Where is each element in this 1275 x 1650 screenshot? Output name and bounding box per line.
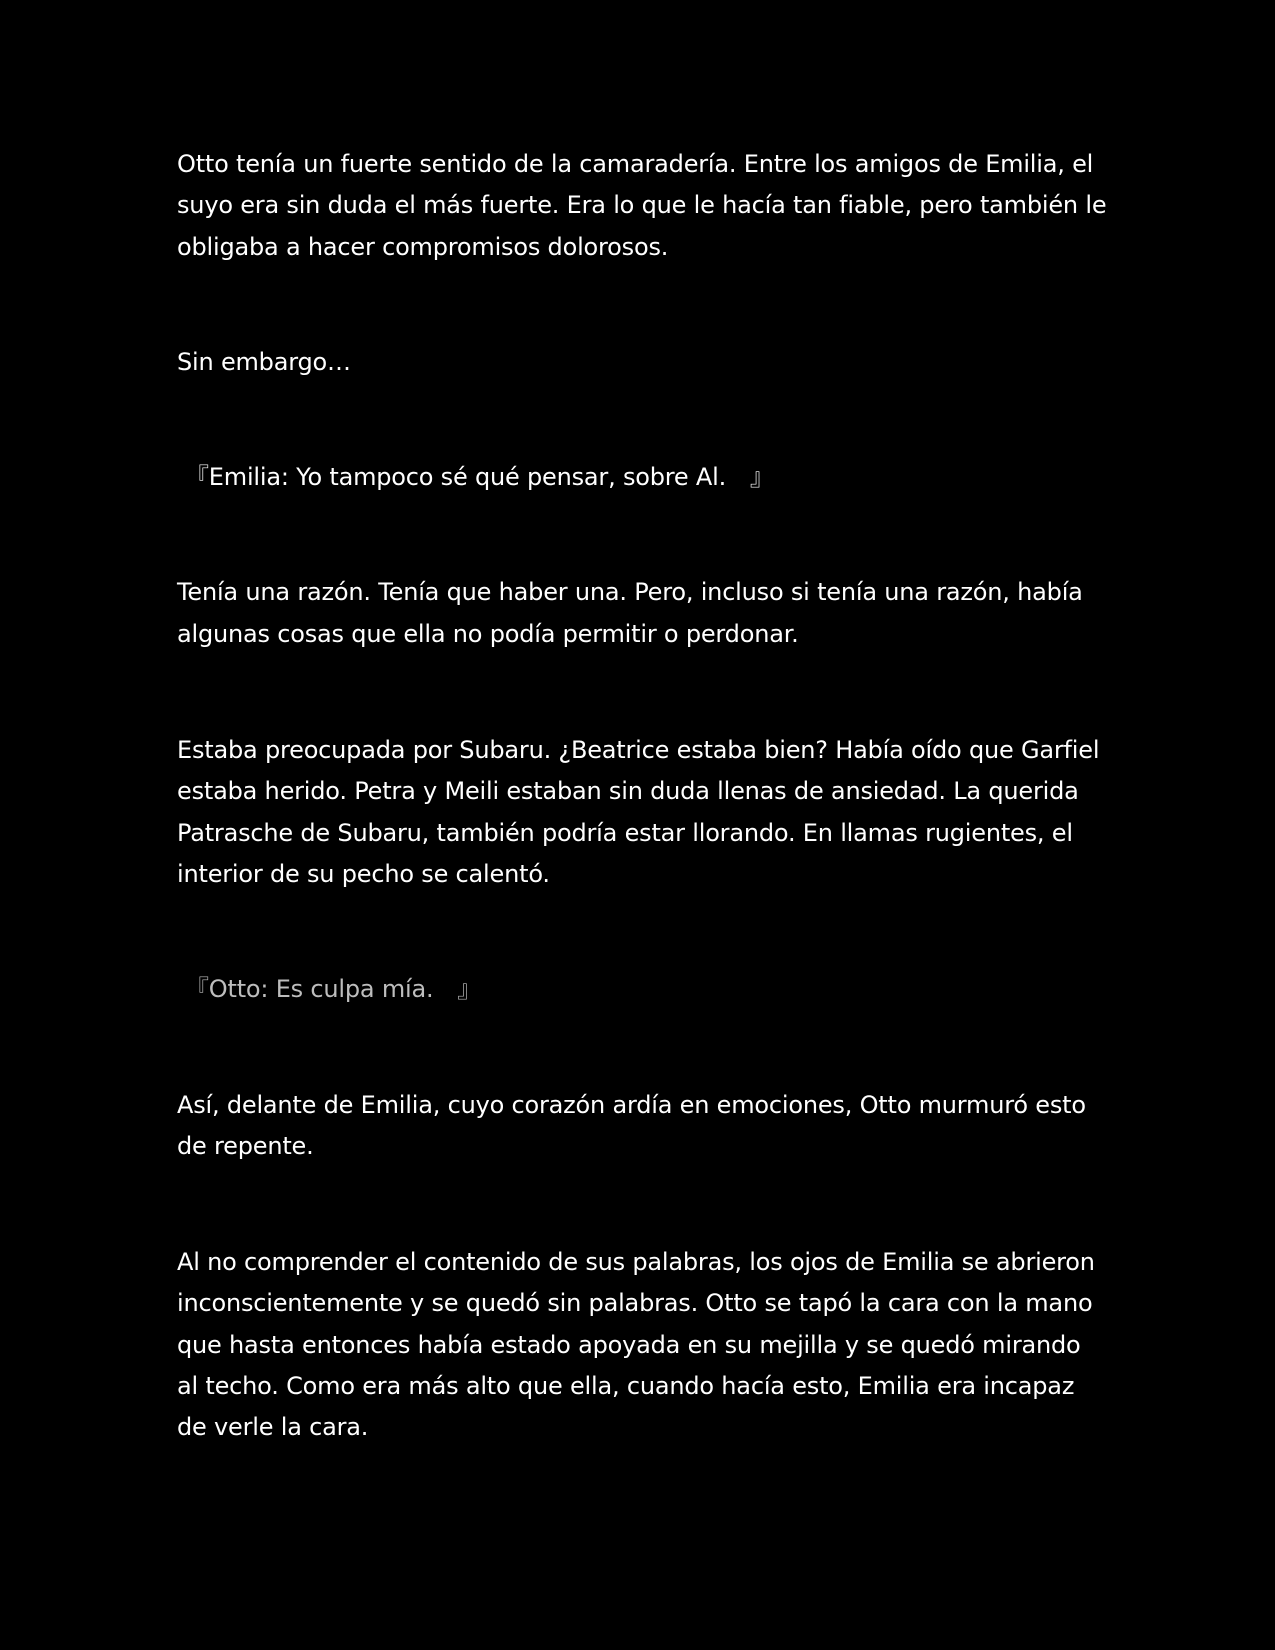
paragraph-spacer <box>177 1011 1107 1085</box>
paragraph-spacer <box>177 1167 1107 1242</box>
dialogue-emilia: 『Emilia: Yo tampoco sé qué pensar, sobre Al. 』 <box>185 463 774 492</box>
paragraph-preocupada: Estaba preocupada por Subaru. ¿Beatrice estaba bien? Había oído que Garfiel estaba herido. Petra y Meili estaban sin duda llenas de ansiedad. La querida Patrasche de Subaru, también podría estar llorando. En llamas rugientes, el interior de su pecho se calentó. <box>177 736 1100 888</box>
paragraph-spacer <box>177 268 1107 342</box>
paragraph-sin-embargo: Sin embargo… <box>177 347 351 376</box>
document-page <box>177 144 1107 1449</box>
paragraph-no-comprender: Al no comprender el contenido de sus palabras, los ojos de Emilia se abrieron inconscientemente y se quedó sin palabras. Otto se tapó la cara con la mano que hasta entonces había estado apoyada en su mejilla y se quedó mirando al techo. Como era más alto que ella, cuando hacía esto, Emilia era incapaz de verle la cara. <box>177 1248 1095 1442</box>
dialogue-otto: 『Otto: Es culpa mía. 』 <box>185 975 482 1004</box>
paragraph-spacer <box>177 655 1107 730</box>
paragraph-murmuro: Así, delante de Emilia, cuyo corazón ardía en emociones, Otto murmuró esto de repente. <box>177 1090 1086 1160</box>
paragraph-spacer <box>177 498 1107 572</box>
paragraph-camaraderia: Otto tenía un fuerte sentido de la camaradería. Entre los amigos de Emilia, el suyo era sin duda el más fuerte. Era lo que le hacía tan fiable, pero también le obligaba a hacer compromisos dolorosos. <box>177 150 1107 261</box>
paragraph-spacer <box>177 383 1107 457</box>
paragraph-razon: Tenía una razón. Tenía que haber una. Pero, incluso si tenía una razón, había algunas cosas que ella no podía permitir o perdonar. <box>177 578 1083 648</box>
paragraph-spacer <box>177 895 1107 969</box>
